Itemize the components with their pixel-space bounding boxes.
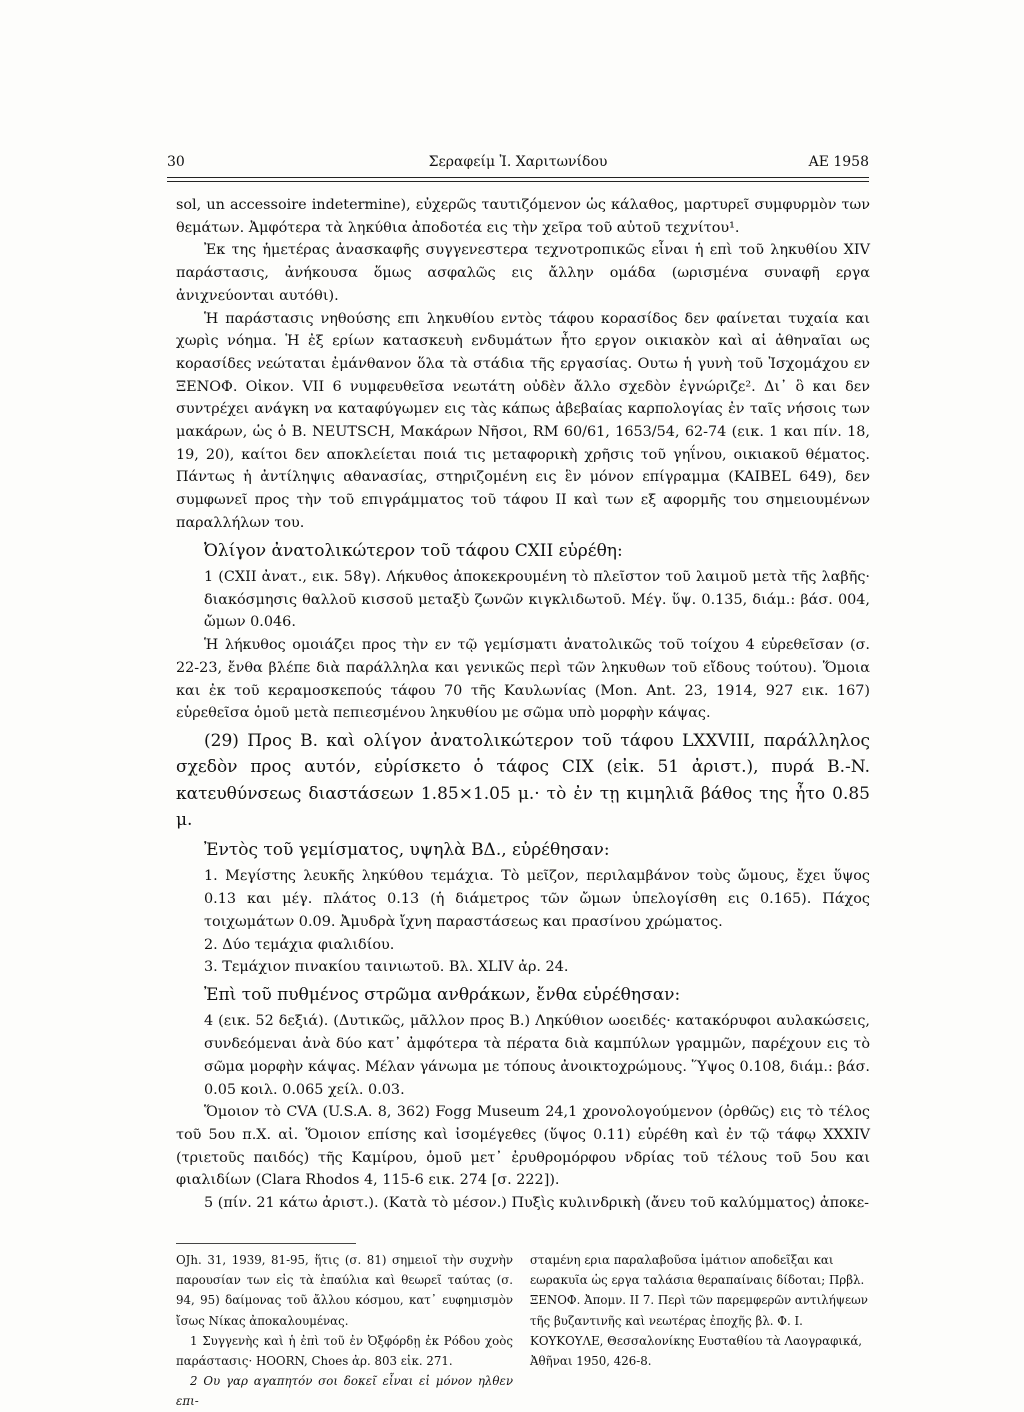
paragraph: Ἡ λήκυθος ομοιάζει προς τὴν εν τῷ γεμίσματι ἀνατολικῶς τοῦ τοίχου 4 εὑρεθεῖσαν (σ. 22-23, ἔνθα βλέπε διὰ παράλληλα και γενικῶς περὶ τῶν ληκυθων τοῦ εἴδους τούτου). Ὅμοια και ἐκ τοῦ κεραμοσκεπούς τάφου 70 τῆς Καυλωνίας (Mon. Ant. 23, 1914, 927 εικ. 167) εὑρεθεῖσα ὁμοῦ μετὰ πεπιεσμένου ληκυθίου με σῶμα υπὸ μορφὴν κάψας. [176,637,870,722]
footnote: OJh. 31, 1939, 81-95, ἥτις (σ. 81) σημειοῖ τὴν συχνὴν παρουσίαν των εἰς τὰ ἐπαύλια καὶ θεωρεῖ ταύτας (σ. 94, 95) δαίμονας τοῦ ἄλλου κόσμου, κατ᾿ ευφημισμὸν ἴσως Νίκας ἀποκαλουμένας. [176,1253,513,1328]
header-rule-top [167,177,869,178]
section-heading: Ἐπὶ τοῦ πυθμένος στρῶμα ανθράκων, ἔνθα εὑρέθησαν: [204,984,681,1005]
header-rule-bottom [167,181,869,182]
footnote: 1 Συγγενὴς καὶ ἡ ἐπὶ τοῦ ἐν Ὀξφόρδῃ ἐκ Ρόδου χοὸς παράστασις· HOORN, Choes ἀρ. 803 εἰκ. 271. [176,1333,513,1369]
catalogue-entry: 5 (πίν. 21 κάτω ἀριστ.). (Κατὰ τὸ μέσον.) Πυξὶς κυλινδρικὴ (ἄνευ τοῦ καλύμματος) ἀποκε- [204,1195,870,1212]
footnote-rule [176,1243,356,1244]
catalogue-entry: 1 (CXII ἀνατ., εικ. 58γ). Λήκυθος ἀποκεκρουμένη τὸ πλεῖστον τοῦ λαιμοῦ μετὰ τῆς λαβῆς· διακόσμησις θαλλοῦ κισσοῦ μεταξὺ ζωνῶν κιγκλιδωτοῦ. Μέγ. ὕψ. 0.135, διάμ.: βάσ. 004, ὤμων 0.046. [204,569,870,631]
footnotes-right-column [530,1250,870,1371]
paragraph: sol, un accessoire indetermine), εὐχερῶς ταυτιζόμενον ὡς κάλαθος, μαρτυρεῖ συμφυρμὸν των θεμάτων. Ἀμφότερα τὰ ληκύθια ἀποδοτέα εις τὴν χεῖρα τοῦ αὐτοῦ τεχνίτου¹. [176,197,870,236]
paragraph: Ἐκ της ἡμετέρας ἀνασκαφῆς συγγενεστερα τεχνοτροπικῶς εἶναι ἡ επὶ τοῦ ληκυθίου XIV παράστασις, ἀνήκουσα ὅμως ασφαλῶς εις ἄλλην ομάδα (ωρισμένα συναφῆ εργα ἀνιχνεύονται αυτόθι). [176,242,870,304]
catalogue-entry: 3. Τεμάχιον πινακίου ταινιωτοῦ. Βλ. XLIV ἀρ. 24. [204,959,569,976]
catalogue-entry: 2. Δύο τεμάχια φιαλιδίου. [204,936,395,953]
running-head-journal: ΑΕ 1958 [808,154,869,170]
footnote: 2 Ου γαρ αγαπητόν σοι δοκεῖ εἶναι εἰ μόνον ηλθεν επι- [176,1374,513,1409]
running-head-author: Σεραφείμ Ἰ. Χαριτωνίδου [428,154,608,170]
footnotes-left-column [176,1250,513,1412]
running-header [167,151,869,173]
catalogue-entry: 1. Μεγίστης λευκῆς ληκύθου τεμάχια. Τὸ μεῖζον, περιλαμβάνον τοὺς ὤμους, ἔχει ὕψος 0.13 και μέγ. πλάτος 0.13 (ἡ διάμετρος τῶν ὤμων ὑπελογίσθη εις 0.165). Πάχος τοιχωμάτων 0.09. Ἀμυδρὰ ἴχνη παραστάσεως και πρασίνου χρώματος. [204,868,870,930]
paragraph: Ἡ παράστασις νηθούσης επι ληκυθίου εντὸς τάφου κορασίδος δεν φαίνεται τυχαία και χωρὶς νόημα. Ἡ ἐξ ερίων κατασκευὴ ενδυμάτων ἦτο εργον οικιακὸν καὶ αἱ ἀθηναῖαι ως κορασίδες νεώταται ἐμάνθανον ὅλα τὰ στάδια τῆς εργασίας. Ουτω ἡ γυνὴ τοῦ Ἰσχομάχου εν ΞΕΝΟΦ. Οἰκον. VII 6 νυμφευθεῖσα νεωτάτη οὐδὲν ἄλλο σχεδὸν ἐγνώριζε². Δι᾿ ὃ και δεν συντρέχει ανάγκη να καταφύγωμεν εις τὰς κάπως ἀβεβαίας καρπολογίας ἐν ταῖς νήσοις των μακάρων, ὡς ὁ B. NEUTSCH, Μακάρων Νῆσοι, RM 60/61, 1653/54, 62-74 (εικ. 1 και πίν. 18, 19, 20), καίτοι δεν αποκλείεται ποιά τις μεταφορικὴ χρῆσις τοῦ γηΐνου, οικιακοῦ θέματος. Πάντως ἡ ἀντίληψις αθανασίας, στηριζομένη εις ἓν μόνον επίγραμμα (KAIBEL 649), δεν συμφωνεῖ προς τὴν τοῦ επιγράμματος τοῦ τάφου II καὶ των εξ αφορμῆς του σημειουμένων παραλλήλων του. [176,310,870,531]
page-number: 30 [167,154,185,170]
section-heading: (29) Προς B. καὶ ολίγον ἀνατολικώτερον τοῦ τάφου LXXVIII, παράλληλος σχεδὸν προς αυτόν, εὑρίσκετο ὁ τάφος CIX (εἰκ. 51 ἀριστ.), πυρά B.-N. κατευθύνσεως διαστάσεων 1.85×1.05 μ.· τὸ ἐν τῃ κιμηλιᾶ βάθος της ἦτο 0.85 μ. [176,730,870,831]
catalogue-entry: 4 (εικ. 52 δεξιά). (Δυτικῶς, μᾶλλον προς B.) Ληκύθιον ωοειδές· κατακόρυφοι αυλακώσεις, συνδεόμεναι ἀνὰ δύο κατ᾿ ἀμφότερα τὰ πέρατα διὰ καμπύλων γραμμῶν, παρέχουν εις τὸ σῶμα μορφὴν κάψας. Μέλαν γάνωμα με τόπους ἀνοικτοχρώμους. Ὕψος 0.108, διάμ.: βάσ. 0.05 κοιλ. 0.065 χείλ. 0.03. [204,1013,870,1098]
main-text [176,194,870,1215]
section-heading: Ὀλίγον ἀνατολικώτερον τοῦ τάφου CXII εὑρέθη: [204,540,623,561]
paragraph: Ὅμοιον τὸ CVA (U.S.A. 8, 362) Fogg Museum 24,1 χρονολογούμενον (ὀρθῶς) εις τὸ τέλος τοῦ 5ου π.Χ. αἰ. Ὅμοιον επίσης καὶ ἰσομέγεθες (ὕψος 0.11) εὑρέθη καὶ ἐν τῷ τάφῳ XXXIV (τριετοῦς παιδός) τῆς Καμίρου, ὁμοῦ μετ᾿ ἐρυθρομόρφου νδρίας τοῦ τέλους τοῦ 5ου και φιαλιδίων (Clara Rhodos 4, 115-6 εικ. 274 [σ. 222]). [176,1104,870,1189]
section-heading: Ἐντὸς τοῦ γεμίσματος, υψηλὰ ΒΔ., εὑρέθησαν: [204,839,610,860]
footnote: σταμένη ερια παραλαβοῦσα ἱμάτιον αποδεῖξαι και εωρακυῖα ὡς εργα ταλάσια θεραπαίναις δίδοται; Πρβλ. ΞΕΝΟΦ. Ἀπομν. II 7. Περὶ τῶν παρεμφερῶν αντιλήψεων τῆς βυζαντινῆς καὶ νεωτέρας ἐποχῆς βλ. Φ. Ι. ΚΟΥΚΟΥΛΕ, Θεσσαλονίκης Ευσταθίου τὰ Λαογραφικά, Ἀθῆναι 1950, 426-8. [530,1253,868,1369]
